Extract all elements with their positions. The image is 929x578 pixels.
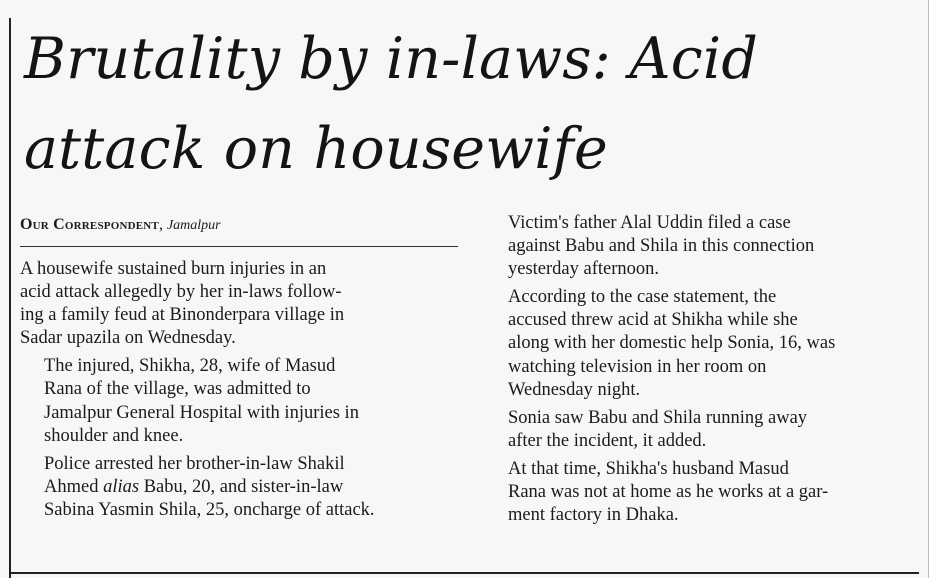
article-paragraph [484, 458, 920, 527]
article-paragraph [20, 258, 458, 350]
text-line: Jamalpur General Hospital with injuries in [44, 402, 359, 423]
article-paragraph [484, 286, 920, 401]
bottom-rule [9, 572, 919, 574]
text-line: after the incident, it added. [508, 430, 707, 451]
text-line: along with her domestic help Sonia, 16, was [508, 333, 836, 354]
text-line: Rana was not at home as he works at a gar- [508, 482, 829, 503]
text-line: At that time, Shikha's husband Masud [508, 458, 789, 479]
article-headline [24, 14, 914, 194]
text-line: against Babu and Shila in this connection [508, 236, 815, 257]
article-paragraph [484, 407, 920, 453]
text-line: shoulder and knee. [44, 425, 184, 446]
text-line: Wednesday night. [508, 379, 641, 400]
text-fragment: Babu, 20, and sister-in-law [143, 476, 344, 497]
text-line: According to the case statement, the [508, 287, 777, 308]
byline-rule [20, 246, 458, 247]
text-line: acid attack allegedly by her in-laws follow- [20, 282, 342, 303]
article-column-right [484, 212, 920, 532]
text-line: ing a family feud at Binonderpara village in [20, 305, 345, 326]
text-line: watching television in her room on [508, 356, 767, 377]
text-line: Sadar upazila on Wednesday. [20, 328, 236, 349]
text-line: Police arrested her brother-in-law Shakil [44, 453, 345, 474]
article-paragraph [484, 212, 920, 281]
text-line: Rana of the village, was admitted to [44, 379, 311, 400]
article-byline [20, 215, 458, 236]
text-line: Victim's father Alal Uddin filed a case [508, 213, 791, 233]
byline-place: Jamalpur [166, 218, 221, 233]
article-paragraph [20, 355, 458, 447]
article-paragraph [20, 453, 458, 522]
byline-separator: , [158, 216, 167, 233]
left-column-rule [9, 18, 11, 578]
text-line: yesterday afternoon. [508, 259, 660, 280]
byline-correspondent: Our Correspondent [20, 216, 159, 233]
text-fragment: Ahmed [44, 476, 99, 497]
article-column-left [20, 258, 458, 527]
text-line: Sonia saw Babu and Shila running away [508, 407, 808, 428]
text-line [20, 476, 458, 499]
text-line: A housewife sustained burn injuries in an [20, 259, 327, 279]
italic-text-fragment: alias [103, 476, 140, 497]
text-line: Sabina Yasmin Shila, 25, oncharge of attack. [44, 499, 375, 520]
headline-line-2: attack on housewife [24, 116, 608, 182]
text-line: accused threw acid at Shikha while she [508, 310, 798, 331]
text-line: The injured, Shikha, 28, wife of Masud [44, 356, 336, 377]
headline-line-1: Brutality by in-laws: Acid [24, 26, 759, 92]
text-line: ment factory in Dhaka. [508, 505, 679, 526]
